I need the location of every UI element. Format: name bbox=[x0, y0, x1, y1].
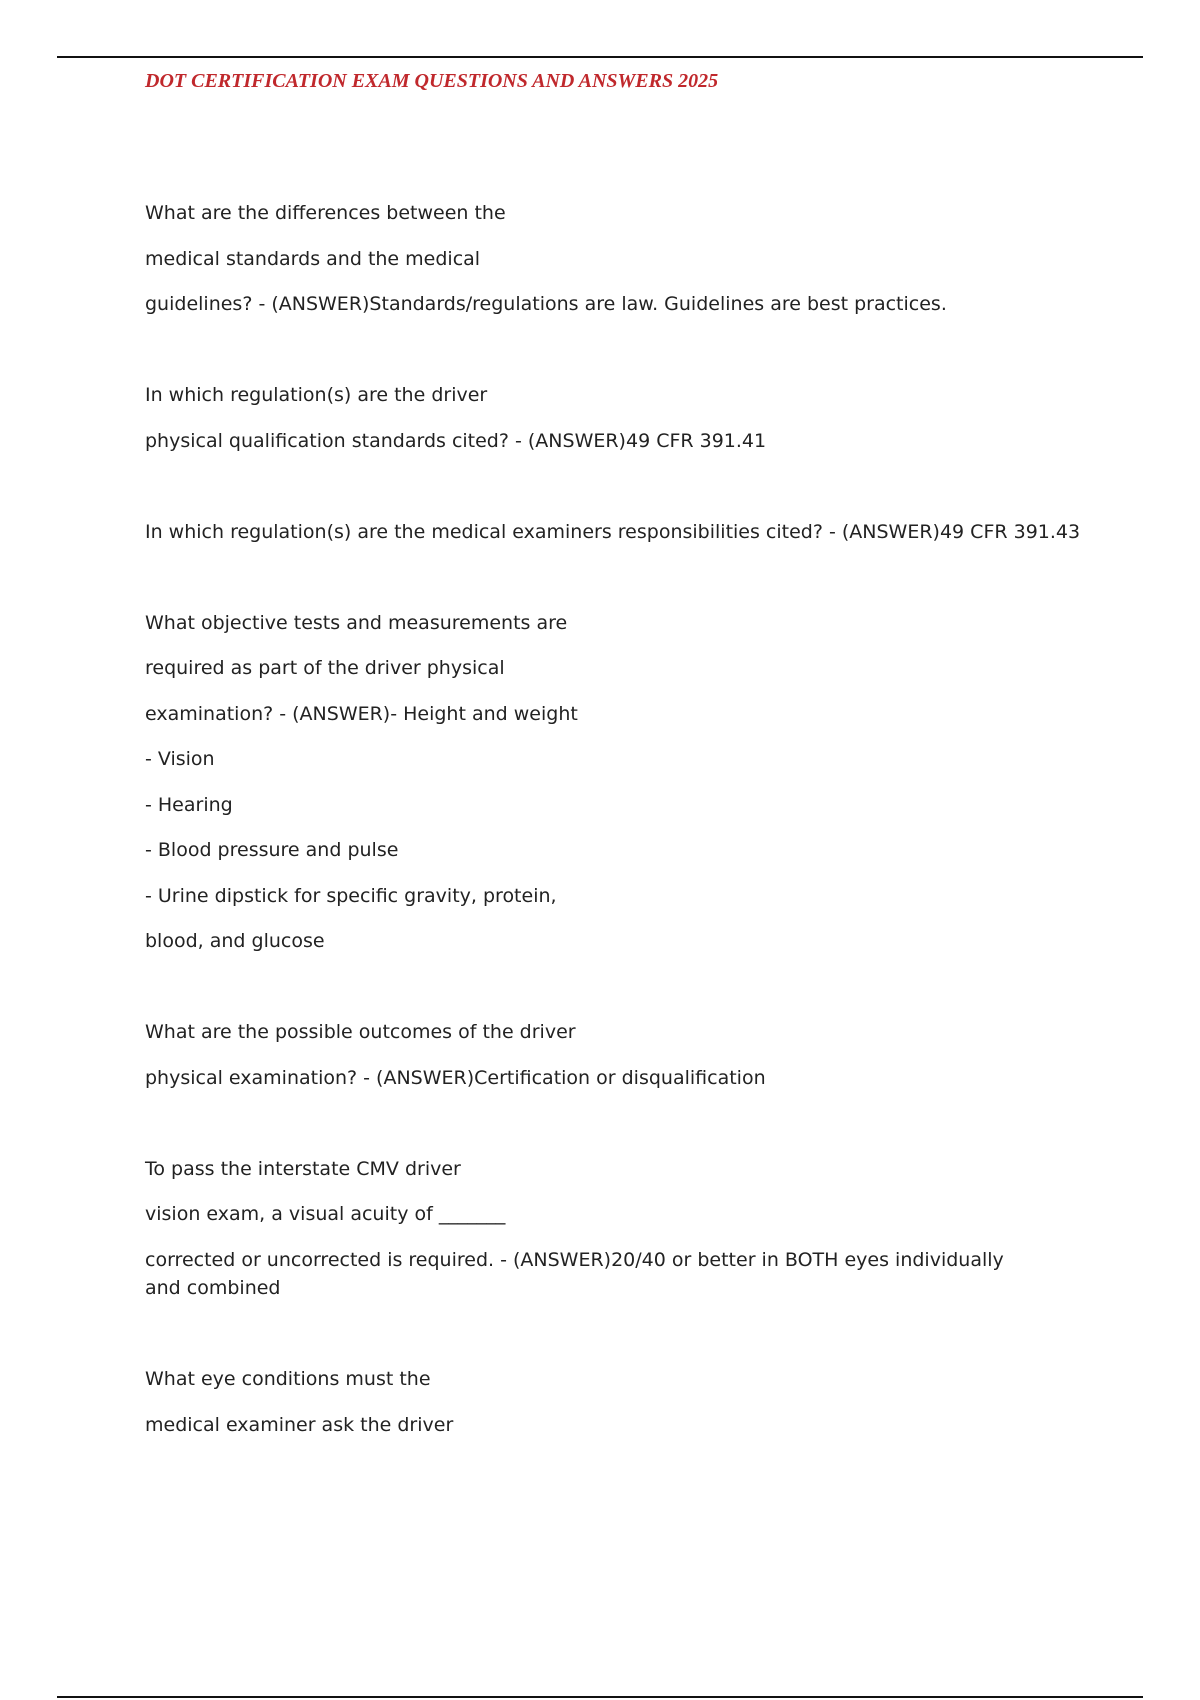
question-1-answer: guidelines? - (ANSWER)Standards/regulations are law. Guidelines are best practices. bbox=[145, 293, 947, 315]
question-4-line-1: What objective tests and measurements are bbox=[145, 612, 568, 634]
answer-list-item: - Urine dipstick for specific gravity, protein, bbox=[145, 885, 557, 907]
question-1-line-2: medical standards and the medical bbox=[145, 248, 481, 270]
header-rule bbox=[57, 56, 1143, 58]
question-3-answer: In which regulation(s) are the medical examiners responsibilities cited? - (ANSWER)49 CFR 391.43 bbox=[145, 521, 1081, 543]
answer-list-item-continued: blood, and glucose bbox=[145, 930, 325, 952]
question-7-line-1: What eye conditions must the bbox=[145, 1368, 431, 1390]
question-5-line-1: What are the possible outcomes of the driver bbox=[145, 1021, 576, 1043]
question-2-line-1: In which regulation(s) are the driver bbox=[145, 384, 488, 406]
question-1-line-1: What are the differences between the bbox=[145, 202, 506, 224]
question-4-answer: examination? - (ANSWER)- Height and weight bbox=[145, 703, 578, 725]
question-4-line-2: required as part of the driver physical bbox=[145, 657, 505, 679]
answer-list-item: - Vision bbox=[145, 748, 215, 770]
answer-list-item: - Hearing bbox=[145, 794, 233, 816]
question-6-line-1: To pass the interstate CMV driver bbox=[145, 1158, 461, 1180]
question-6-line-2: vision exam, a visual acuity of _______ bbox=[145, 1203, 506, 1225]
question-7-line-2: medical examiner ask the driver bbox=[145, 1414, 454, 1436]
question-6-answer: corrected or uncorrected is required. - (ANSWER)20/40 or better in BOTH eyes individually and combined bbox=[145, 1249, 1004, 1299]
answer-list-item: - Blood pressure and pulse bbox=[145, 839, 399, 861]
page-title: DOT CERTIFICATION EXAM QUESTIONS AND ANSWERS 2025 bbox=[145, 70, 719, 92]
question-5-answer: physical examination? - (ANSWER)Certification or disqualification bbox=[145, 1067, 766, 1089]
question-2-answer: physical qualification standards cited? - (ANSWER)49 CFR 391.41 bbox=[145, 430, 767, 452]
footer-rule bbox=[57, 1696, 1143, 1698]
